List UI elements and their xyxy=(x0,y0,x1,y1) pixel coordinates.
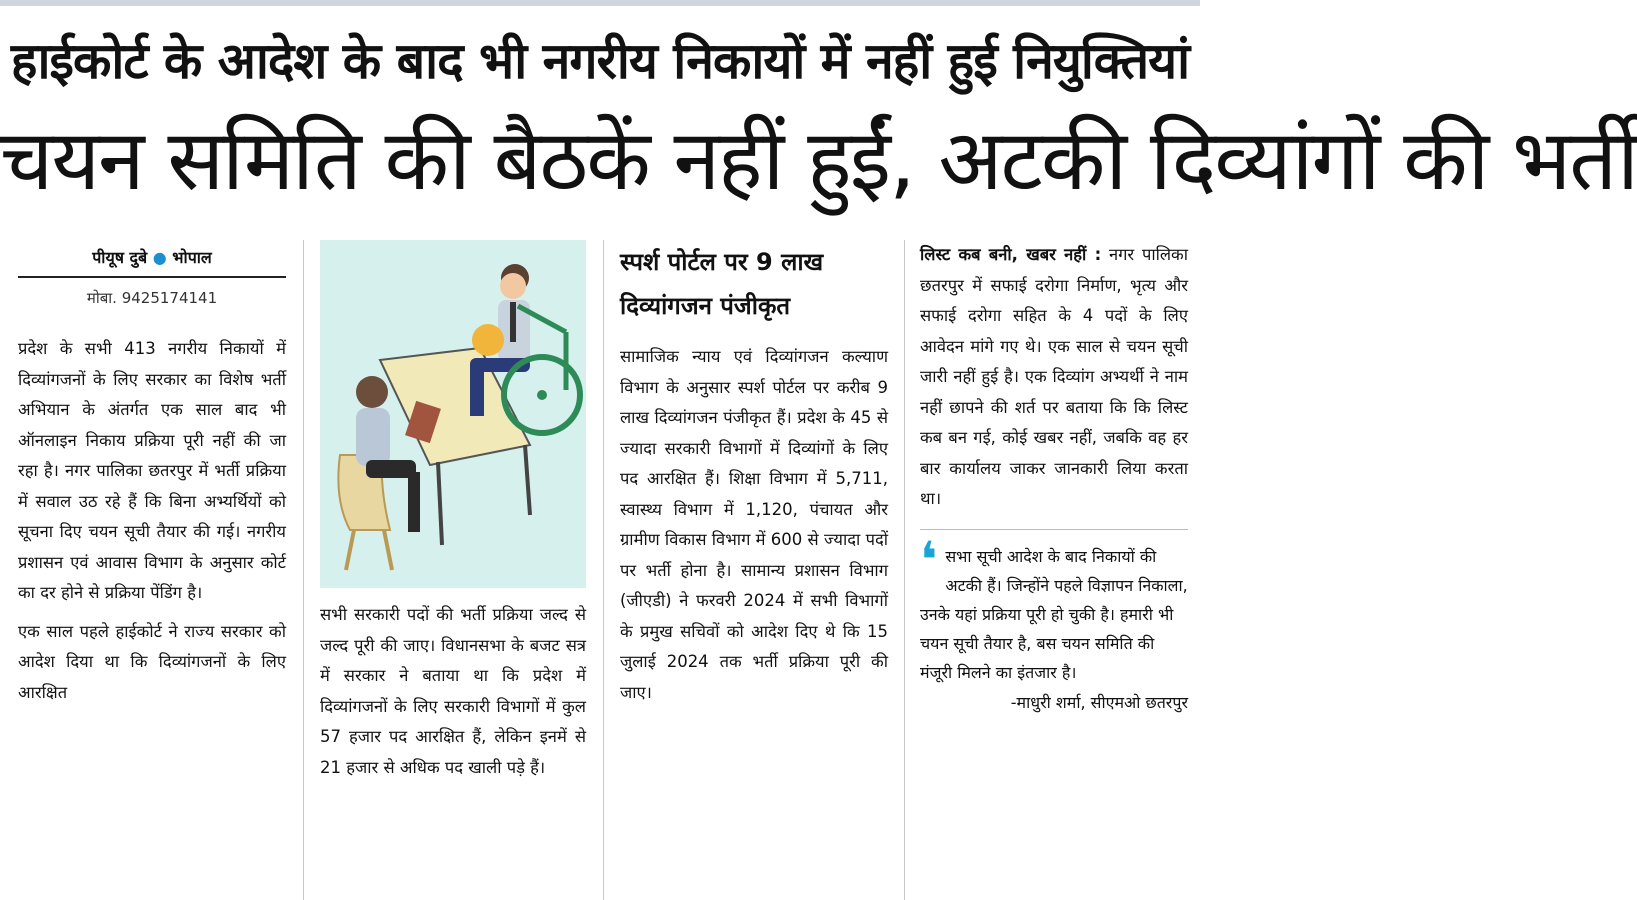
sidebar-paragraph xyxy=(920,240,1188,515)
column-divider xyxy=(303,240,304,900)
illustration-wheelchair-interview xyxy=(320,240,586,588)
section-subhead: स्पर्श पोर्टल पर 9 लाख दिव्यांगजन पंजीकृत xyxy=(620,248,824,320)
column-divider xyxy=(904,240,905,900)
quote-signature: -माधुरी शर्मा, सीएमओ छतरपुर xyxy=(1010,692,1188,712)
byline-author: पीयूष दुबे xyxy=(92,248,148,267)
column-divider xyxy=(603,240,604,900)
body-paragraph: प्रदेश के सभी 413 नगरीय निकायों में दिव्यांगजनों के लिए सरकार का विशेष भर्ती अभियान के अंतर्गत एक साल बाद भी ऑनलाइन निकाय प्रक्रिया पूरी नहीं की जा रहा है। नगर पालिका छतरपुर में भर्ती प्रक्रिया में सवाल उठ रहे हैं कि बिना अभ्यर्थियों को सूचना दिए चयन सूची तैयार की गई। नगरीय प्रशासन एवं आवास विभाग के अनुसार कोर्ट का दर होने से प्रक्रिया पेंडिंग है। xyxy=(18,339,286,602)
byline-city: भोपाल xyxy=(172,248,212,267)
byline-phone: मोबा. 9425174141 xyxy=(86,289,218,307)
bullet-dot-icon: ● xyxy=(152,248,173,267)
article-column-2 xyxy=(320,240,586,900)
sidebar-separator xyxy=(920,529,1188,530)
article-column-1 xyxy=(18,240,286,900)
article-column-4 xyxy=(920,240,1188,900)
body-paragraph: सामाजिक न्याय एवं दिव्यांगजन कल्याण विभाग के अनुसार स्पर्श पोर्टल पर करीब 9 लाख दिव्यांगजन पंजीकृत हैं। प्रदेश के 45 से ज्यादा सरकारी विभागों में दिव्यांगों के लिए पद आरक्षित हैं। शिक्षा विभाग में 5,711, स्वास्थ्य विभाग में 1,120, पंचायत और ग्रामीण विकास विभाग में 600 से ज्यादा पदों पर भर्ती होना है। सामान्य प्रशासन विभाग (जीएडी) ने फरवरी 2024 में सभी विभागों के प्रमुख सचिवों को आदेश दिए थे कि 15 जुलाई 2024 तक भर्ती प्रक्रिया पूरी की जाए। xyxy=(620,347,888,702)
official-quote xyxy=(920,530,1188,687)
article-column-3 xyxy=(620,240,888,900)
body-paragraph: एक साल पहले हाईकोर्ट ने राज्य सरकार को आदेश दिया था कि दिव्यांगजनों के लिए आरक्षित xyxy=(18,621,286,702)
kicker-headline: हाईकोर्ट के आदेश के बाद भी नगरीय निकायों में नहीं हुई नियुक्तियां xyxy=(10,32,1190,90)
body-paragraph: सभी सरकारी पदों की भर्ती प्रक्रिया जल्द से जल्द पूरी की जाए। विधानसभा के बजट सत्र में सरकार ने बताया था कि प्रदेश में दिव्यांगजनों के लिए सरकारी विभागों में कुल 57 हजार पद आरक्षित हैं, लेकिन इनमें से 21 हजार से अधिक पद खाली पड़े हैं। xyxy=(320,605,586,777)
quote-text: सभा सूची आदेश के बाद निकायों की अटकी हैं। जिन्होंने पहले विज्ञापन निकाला, उनके यहां प्रक्रिया पूरी हो चुकी है। हमारी भी चयन सूची तैयार है, बस चयन समिति की मंजूरी मिलने का इंतजार है। xyxy=(920,546,1188,682)
sidebar-lead: लिस्ट कब बनी, खबर नहीं : xyxy=(920,245,1102,264)
sidebar-text: नगर पालिका छतरपुर में सफाई दरोगा निर्माण, भृत्य और सफाई दरोगा सहित के 4 पदों के लिए आवेदन मांगे गए थे। एक साल से चयन सूची जारी नहीं हुई है। एक दिव्यांग अभ्यर्थी ने नाम नहीं छापने की शर्त पर बताया कि कि लिस्ट कब बन गई, कोई खबर नहीं, जबकि वह हर बार कार्यालय जाकर जानकारी लिया करता था। xyxy=(920,245,1188,508)
byline xyxy=(18,246,286,268)
top-border xyxy=(0,0,1200,6)
main-headline: चयन समिति की बैठकें नहीं हुईं, अटकी दिव्यांगों की भर्ती xyxy=(0,111,1637,209)
quote-mark-icon: ❛ xyxy=(920,530,938,589)
byline-rule xyxy=(18,276,286,278)
